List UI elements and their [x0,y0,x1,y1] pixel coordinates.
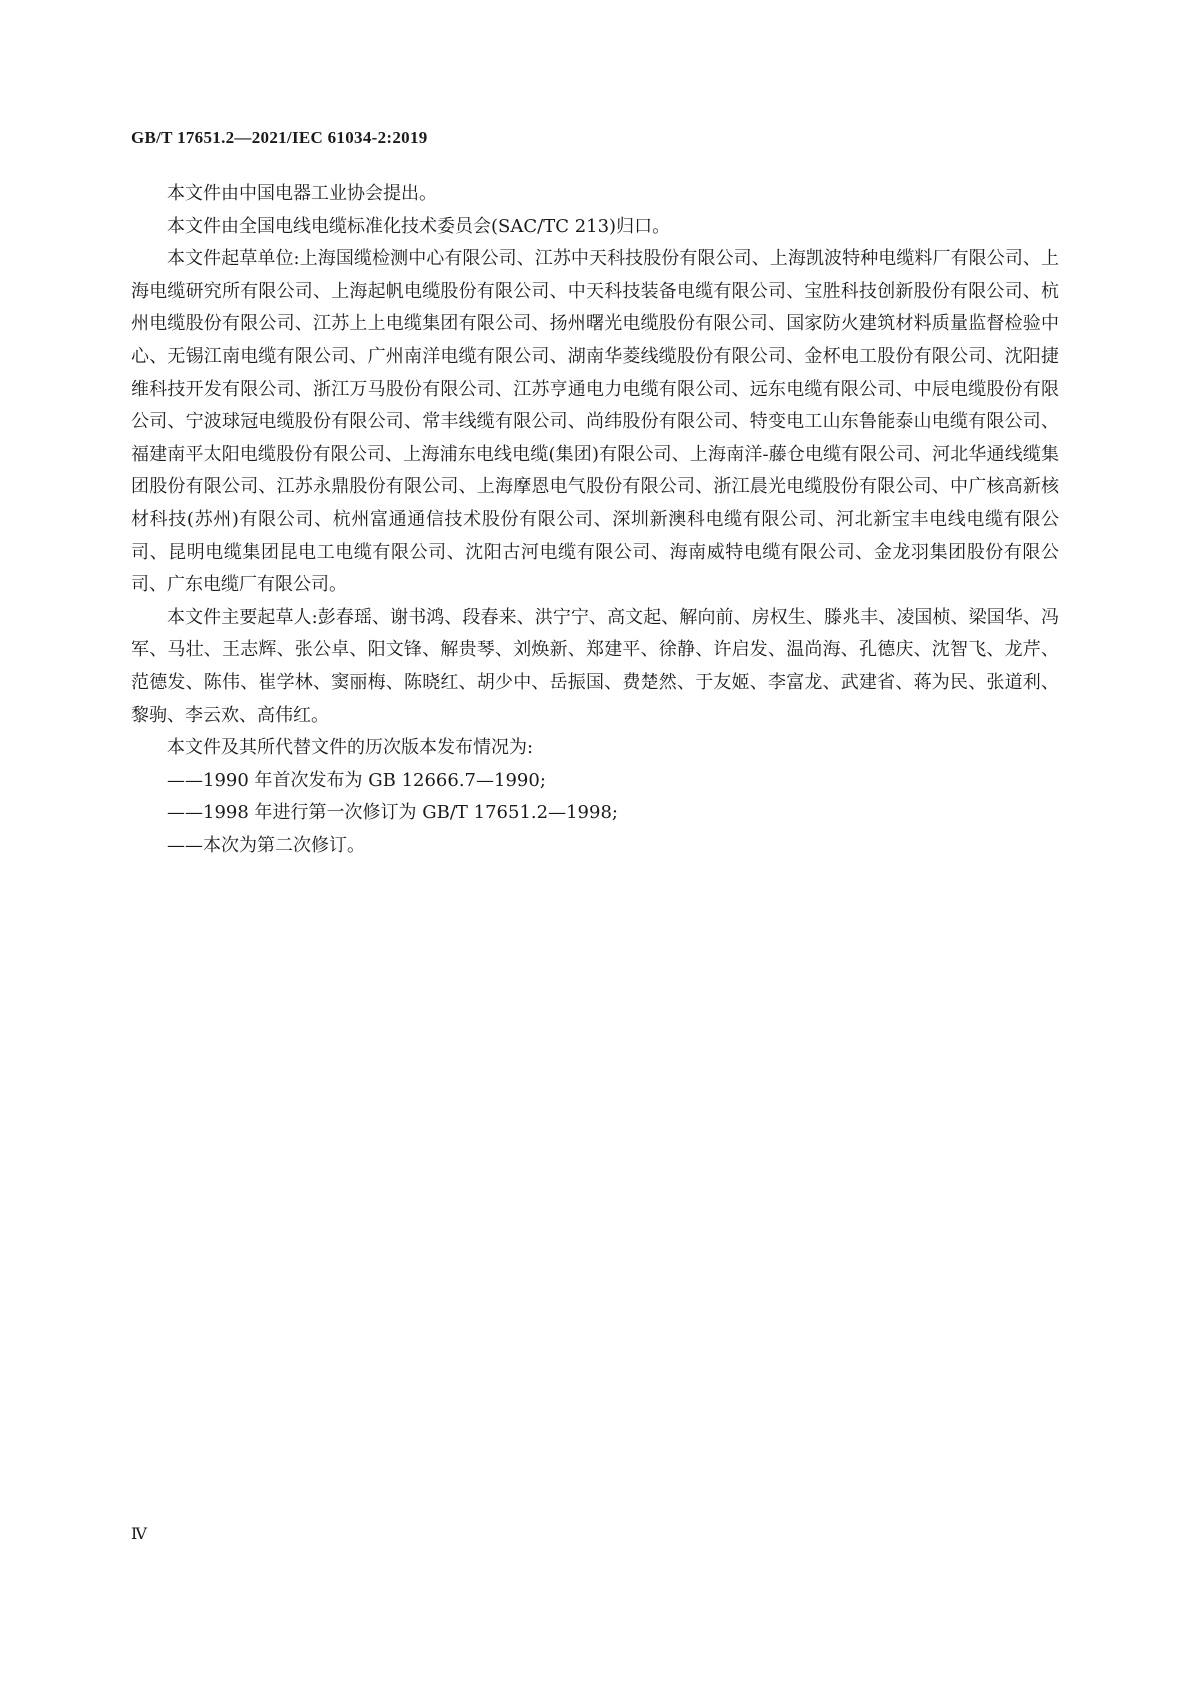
centralized-management-paragraph: 本文件由全国电线电缆标准化技术委员会(SAC/TC 213)归口。 [167,215,671,237]
version-history-intro: 本文件及其所代替文件的历次版本发布情况为: [167,737,534,759]
drafting-units-paragraph: 本文件起草单位:上海国缆检测中心有限公司、江苏中天科技股份有限公司、上海凯波特种电缆料厂有限公司、上海电缆研究所有限公司、上海起帆电缆股份有限公司、中天科技装备电缆有限公司、宝胜科技创新股份有限公司、杭州电缆股份有限公司、江苏上上电缆集团有限公司、扬州曙光电缆股份有限公司、国家防火建筑材料质量监督检验中心、无锡江南电缆有限公司、广州南洋电缆有限公司、湖南华菱线缆股份有限公司、金杯电工股份有限公司、沈阳捷维科技开发有限公司、浙江万马股份有限公司、江苏亨通电力电缆有限公司、远东电缆有限公司、中辰电缆股份有限公司、宁波球冠电缆股份有限公司、常丰线缆有限公司、尚纬股份有限公司、特变电工山东鲁能泰山电缆有限公司、福建南平太阳电缆股份有限公司、上海浦东电线电缆(集团)有限公司、上海南洋-藤仓电缆有限公司、河北华通线缆集团股份有限公司、江苏永鼎股份有限公司、上海摩恩电气股份有限公司、浙江晨光电缆股份有限公司、中广核高新核材科技(苏州)有限公司、杭州富通通信技术股份有限公司、深圳新澳科电缆有限公司、河北新宝丰电线电缆有限公司、昆明电缆集团昆电工电缆有限公司、沈阳古河电缆有限公司、海南威特电缆有限公司、金龙羽集团股份有限公司、广东电缆厂有限公司。 [131,248,1059,596]
main-drafters-paragraph: 本文件主要起草人:彭春瑶、谢书鸿、段春来、洪宁宁、高文起、解向前、房权生、滕兆丰、凌国桢、梁国华、冯军、马壮、王志辉、张公卓、阳文锋、解贵琴、刘焕新、郑建平、徐静、许启发、温尚海、孔德庆、沈智飞、龙芹、范德发、陈伟、崔学林、窦丽梅、陈晓红、胡少中、岳振国、费楚然、于友姬、李富龙、武建省、蒋为民、张道利、黎驹、李云欢、高伟红。 [131,606,1059,726]
document-body [131,178,1059,862]
proposer-paragraph: 本文件由中国电器工业协会提出。 [167,183,437,204]
page-number: Ⅳ [131,1526,147,1543]
version-history-item: ——本次为第二次修订。 [167,834,365,856]
standard-number-header: GB/T 17651.2—2021/IEC 61034-2:2019 [131,128,428,147]
version-history-item: ——1998 年进行第一次修订为 GB/T 17651.2—1998; [167,802,618,824]
version-history-item: ——1990 年首次发布为 GB 12666.7—1990; [167,769,546,791]
